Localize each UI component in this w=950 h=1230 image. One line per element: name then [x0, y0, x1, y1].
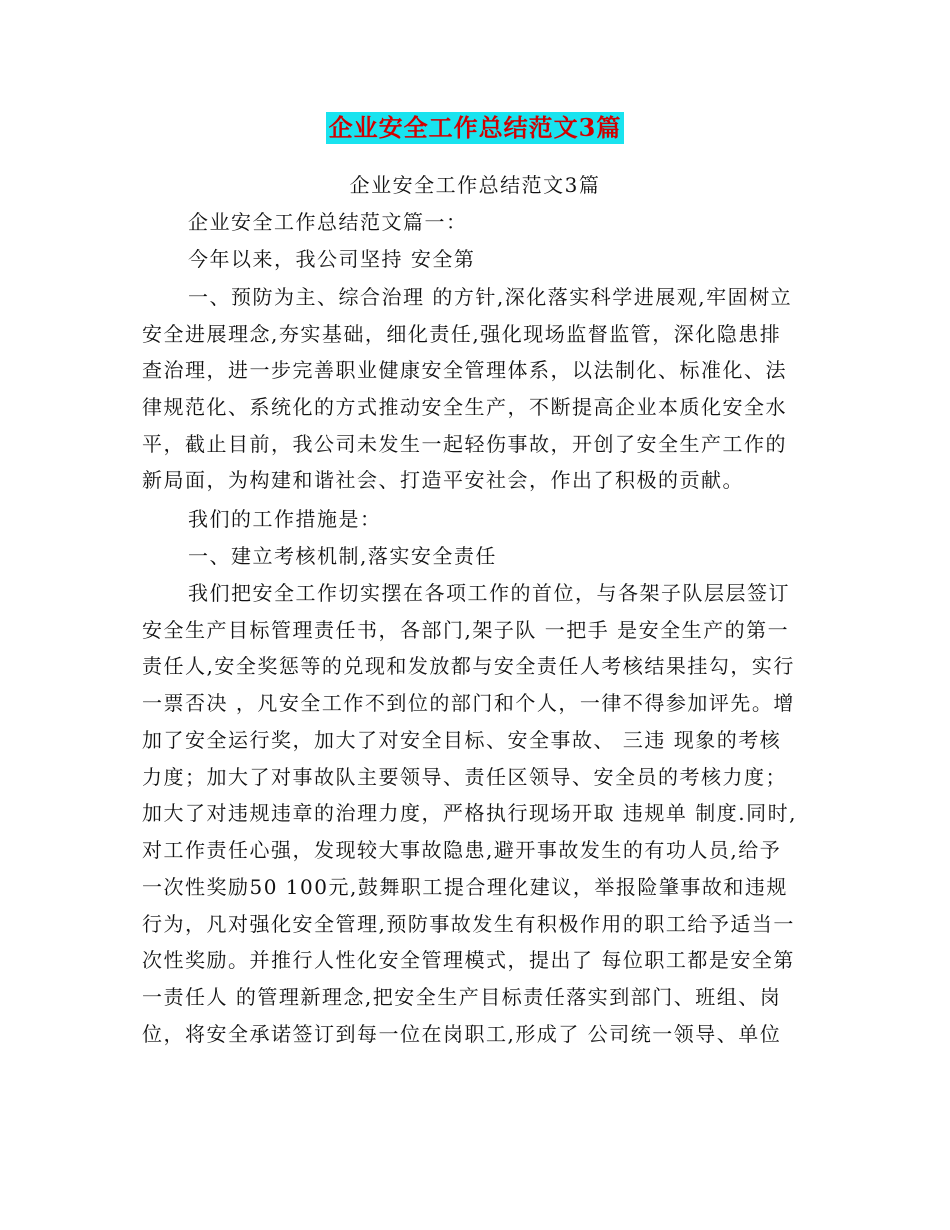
text-line: 一责任人 的管理新理念,把安全生产目标责任落实到部门、班组、岗 — [142, 985, 782, 1009]
text-line: 责任人,安全奖惩等的兑现和发放都与安全责任人考核结果挂勾，实行 — [142, 654, 795, 678]
text-line: 加大了对违规违章的治理力度，严格执行现场开取 违规单 制度.同时, — [142, 801, 797, 825]
text-line: 今年以来，我公司坚持 安全第 — [188, 247, 476, 271]
text-line: 查治理，进一步完善职业健康安全管理体系，以法制化、标准化、法 — [142, 358, 787, 382]
text-line: 新局面，为构建和谐社会、打造平安社会，作出了积极的贡献。 — [142, 468, 744, 492]
main-title-container — [0, 112, 950, 144]
text-line: 平，截止目前，我公司未发生一起轻伤事故，开创了安全生产工作的 — [142, 432, 787, 456]
text-line: 我们把安全工作切实摆在各项工作的首位，与各架子队层层签订 — [188, 581, 790, 605]
text-line: 一票否决 ，凡安全工作不到位的部门和个人，一律不得参加评先。增 — [142, 691, 795, 715]
text-line: 对工作责任心强，发现较大事故隐患,避开事故发生的有功人员,给予 — [142, 838, 782, 862]
text-line: 一次性奖励50 100元,鼓舞职工提合理化建议，举报险肇事故和违规 — [142, 875, 788, 899]
text-line: 我们的工作措施是： — [188, 507, 382, 531]
main-title: 企业安全工作总结范文3篇 — [326, 112, 625, 144]
text-line: 行为，凡对强化安全管理,预防事故发生有积极作用的职工给予适当一 — [142, 912, 795, 936]
text-line: 加了安全运行奖，加大了对安全目标、安全事故、 三违 现象的考核 — [142, 728, 782, 752]
text-line: 次性奖励。并推行人性化安全管理模式，提出了 每位职工都是安全第 — [142, 948, 795, 972]
text-line: 安全进展理念,夯实基础，细化责任,强化现场监督监管，深化隐患排 — [142, 322, 782, 346]
text-line: 力度；加大了对事故队主要领导、责任区领导、安全员的考核力度； — [142, 765, 787, 789]
text-line: 一、预防为主、综合治理 的方针,深化落实科学进展观,牢固树立 — [188, 285, 793, 309]
text-line: 位，将安全承诺签订到每一位在岗职工,形成了 公司统一领导、单位 — [142, 1022, 782, 1046]
subtitle: 企业安全工作总结范文3篇 — [349, 173, 601, 197]
text-line: 一、建立考核机制,落实安全责任 — [188, 544, 497, 568]
text-line: 安全生产目标管理责任书，各部门,架子队 一把手 是安全生产的第一 — [142, 618, 790, 642]
text-line: 企业安全工作总结范文篇一： — [188, 210, 468, 234]
text-line: 律规范化、系统化的方式推动安全生产，不断提高企业本质化安全水 — [142, 395, 787, 419]
